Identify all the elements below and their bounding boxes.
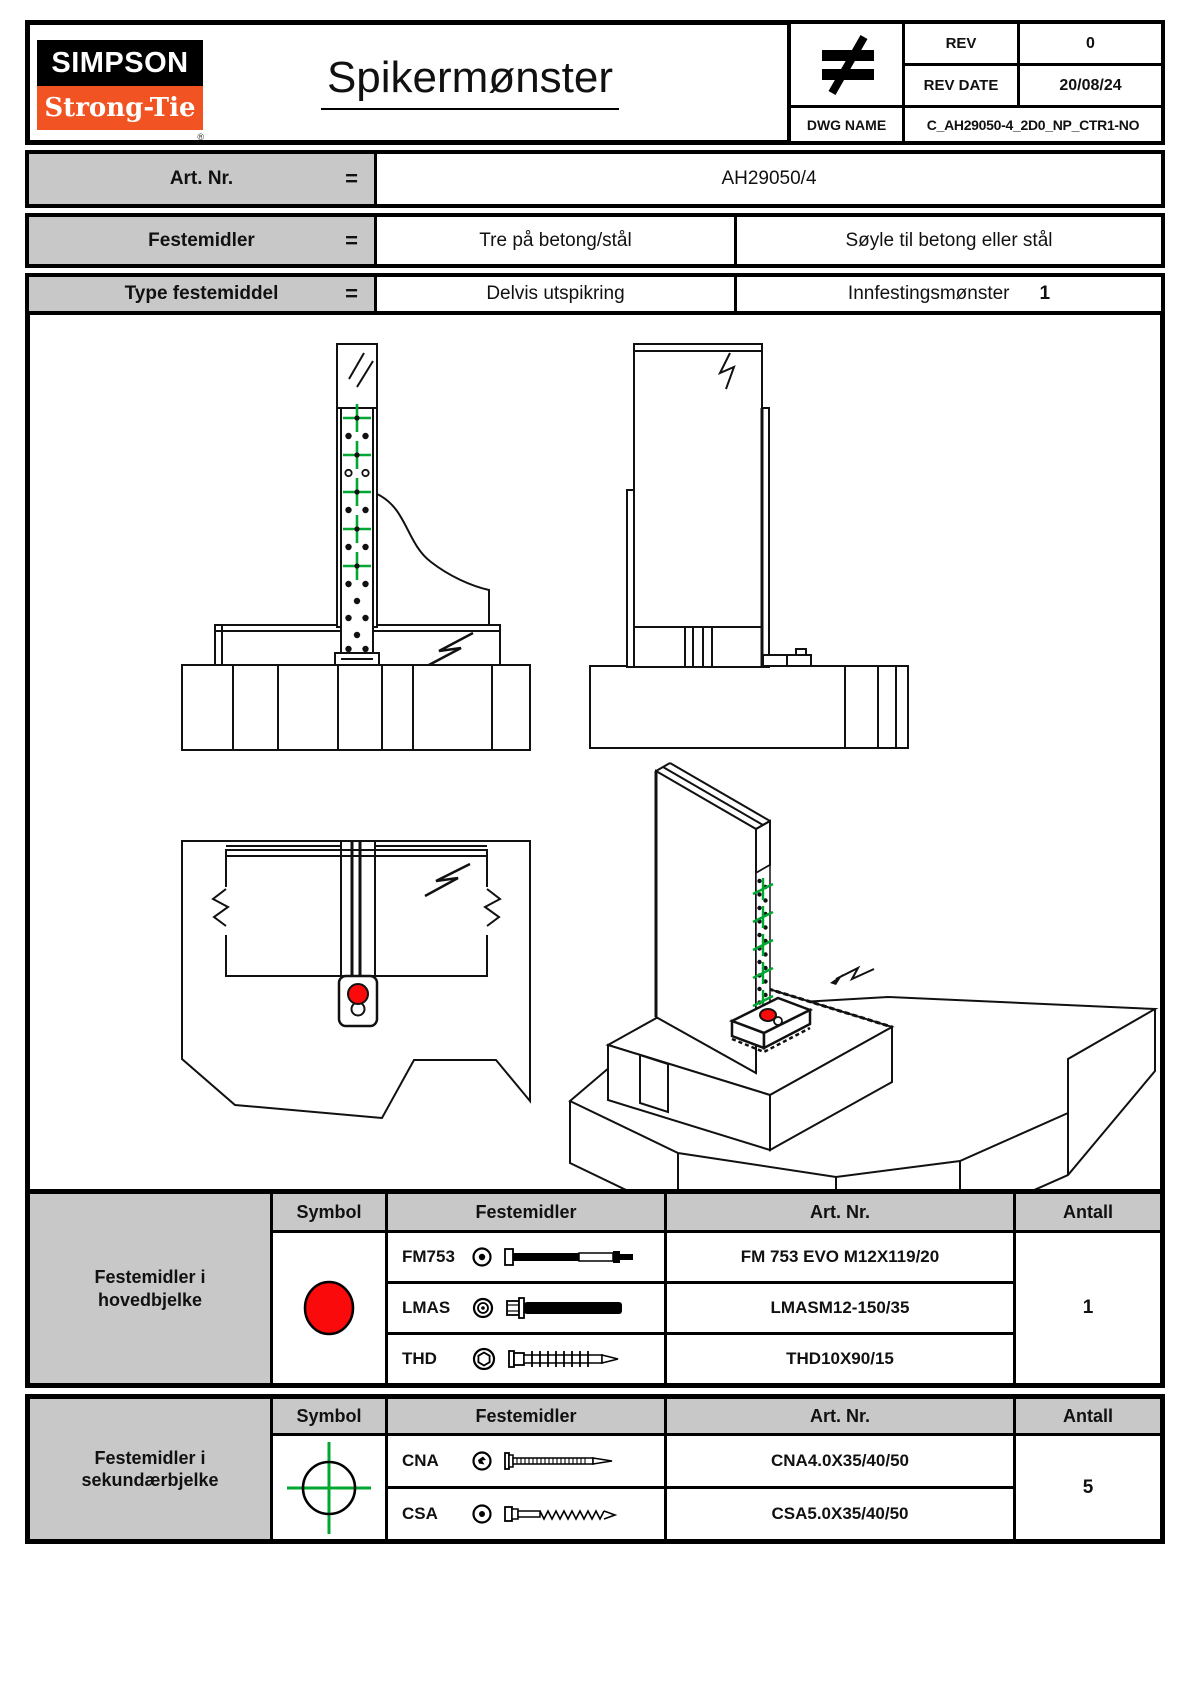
- type-festemiddel-label-cell: [29, 277, 374, 311]
- artnr-header: Art. Nr.: [667, 1399, 1013, 1433]
- info-row-festemidler: [25, 213, 1165, 268]
- artnr-fm753: FM 753 EVO M12X119/20: [667, 1233, 1013, 1281]
- fastener-code: LMAS: [402, 1298, 451, 1317]
- registered-mark: ®: [197, 132, 204, 142]
- rev-label: REV: [905, 24, 1017, 63]
- info-row-type-festemiddel: [25, 273, 1165, 315]
- rev-date-value: 20/08/24: [1020, 66, 1161, 105]
- main-beam-qty: 1: [1016, 1233, 1160, 1383]
- revision-table: [787, 24, 1161, 141]
- artnr-thd: THD10X90/15: [667, 1335, 1013, 1383]
- secondary-beam-symbol-cell: [273, 1436, 385, 1539]
- not-equal-icon: [791, 24, 902, 105]
- artnr-csa: CSA5.0X35/40/50: [667, 1489, 1013, 1539]
- secondary-beam-qty: 5: [1016, 1436, 1160, 1539]
- red-circle-symbol: [296, 1275, 362, 1341]
- logo-strongtie-text: Strong-Tie: [44, 93, 196, 123]
- equals-sign: =: [345, 166, 358, 191]
- technical-drawing: [30, 315, 1160, 1189]
- nail-plate-front: [335, 404, 379, 665]
- info-row-art-nr: [25, 150, 1165, 208]
- isometric-view-drawing: [570, 763, 1155, 1189]
- plan-view-drawing: [182, 841, 530, 1118]
- artnr-lmas: LMASM12-150/35: [667, 1284, 1013, 1332]
- side-view-drawing: [590, 344, 908, 748]
- sheet-title-text: Spikermønster: [321, 53, 619, 110]
- main-beam-symbol-cell: [273, 1233, 385, 1383]
- type-festemiddel-value-left: Delvis utspikring: [377, 277, 734, 311]
- dwg-name-value: C_AH29050-4_2D0_NP_CTR1-NO: [905, 108, 1161, 141]
- artnr-header: Art. Nr.: [667, 1194, 1013, 1230]
- innfestingsmonster-label: Innfestingsmønster: [847, 283, 1010, 304]
- csa-screw-drawing: [502, 1503, 652, 1525]
- qty-header: Antall: [1016, 1399, 1160, 1433]
- art-nr-value: AH29050/4: [377, 154, 1161, 204]
- festemidler-values: [377, 217, 1161, 264]
- rev-date-label: REV DATE: [905, 66, 1017, 105]
- fastener-header: Festemidler: [388, 1399, 664, 1433]
- logo-strongtie-band: [37, 86, 203, 130]
- fm753-bolt-drawing: [502, 1245, 652, 1269]
- main-beam-label: Festemidler i hovedbjelke: [30, 1194, 270, 1383]
- artnr-cna: CNA4.0X35/40/50: [667, 1436, 1013, 1486]
- fastener-row-lmas: [388, 1284, 664, 1332]
- festemidler-label: Festemidler: [148, 229, 255, 251]
- double-ring-circle-icon: [471, 1296, 495, 1320]
- qty-header: Antall: [1016, 1194, 1160, 1230]
- not-equal-glyph: [812, 33, 882, 97]
- fastener-code: CNA: [402, 1451, 439, 1470]
- art-nr-label: Art. Nr.: [169, 168, 234, 189]
- equals-sign: =: [345, 281, 358, 306]
- thd-screw-drawing: [506, 1346, 656, 1372]
- dot-circle-icon: [471, 1503, 493, 1525]
- festemidler-value-left: Tre på betong/stål: [377, 217, 734, 264]
- fastener-row-fm753: [388, 1233, 664, 1281]
- fastener-code: FM753: [402, 1247, 455, 1266]
- fastener-table-secondary-beam: [25, 1394, 1165, 1544]
- simpson-strongtie-logo: [37, 40, 204, 142]
- rev-value: 0: [1020, 24, 1161, 63]
- fastener-header: Festemidler: [388, 1194, 664, 1230]
- bolt-head-circle-icon: [471, 1246, 493, 1268]
- fastener-code: CSA: [402, 1504, 438, 1523]
- anchor-nail-mark-circle-icon: [471, 1450, 493, 1472]
- fastener-row-thd: [388, 1335, 664, 1383]
- symbol-header: Symbol: [273, 1399, 385, 1433]
- type-festemiddel-label: Type festemiddel: [124, 283, 279, 304]
- sheet-title: [295, 53, 645, 110]
- title-block: [25, 20, 1165, 145]
- fastener-row-csa: [388, 1489, 664, 1539]
- festemidler-label-cell: [29, 217, 374, 264]
- bracket-foot-plan: [339, 976, 377, 1026]
- green-crosshair-circle-symbol: [279, 1438, 379, 1538]
- lmas-anchor-drawing: [504, 1295, 644, 1321]
- drawing-viewport: [25, 315, 1165, 1189]
- logo-simpson-text: SIMPSON: [37, 40, 203, 86]
- fastener-code: THD: [402, 1349, 437, 1368]
- type-festemiddel-values: [377, 277, 1161, 311]
- art-nr-label-cell: [29, 154, 374, 204]
- anchor-symbol-red: [348, 984, 368, 1004]
- innfestingsmonster-cell: [737, 277, 1161, 311]
- hex-in-circle-icon: [471, 1346, 497, 1372]
- equals-sign: =: [345, 227, 358, 253]
- front-view-drawing: [182, 344, 530, 750]
- fastener-row-cna: [388, 1436, 664, 1486]
- cna-nail-drawing: [502, 1450, 652, 1472]
- dwg-name-label: DWG NAME: [791, 108, 902, 141]
- secondary-beam-label: Festemidler i sekundærbjelke: [30, 1399, 270, 1539]
- fastener-table-main-beam: [25, 1189, 1165, 1388]
- symbol-header: Symbol: [273, 1194, 385, 1230]
- innfestingsmonster-number: 1: [1039, 283, 1051, 304]
- festemidler-value-right: Søyle til betong eller stål: [737, 217, 1161, 264]
